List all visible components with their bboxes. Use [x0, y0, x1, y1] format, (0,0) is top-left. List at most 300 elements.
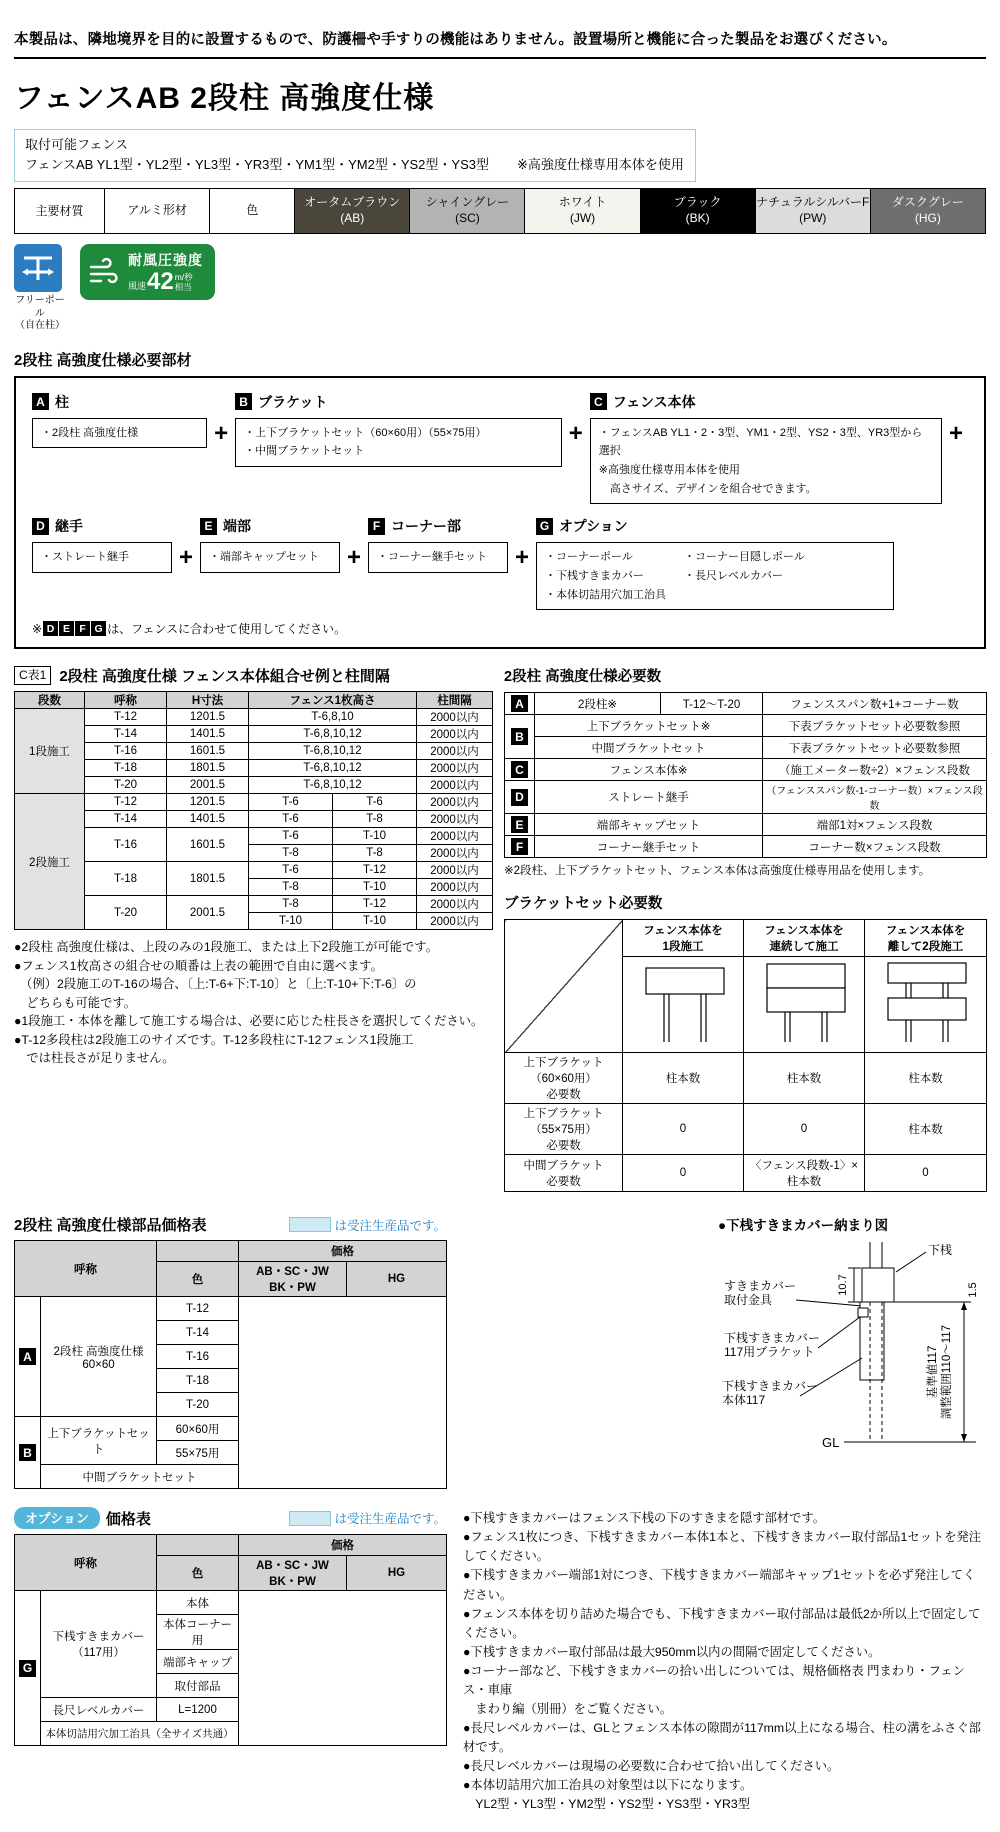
letter-badge-a: A	[511, 695, 528, 712]
cell: T-6,8,10	[249, 709, 417, 726]
price-col-line: BK・PW	[269, 1576, 316, 1589]
cell	[623, 920, 744, 957]
part-e-box	[200, 542, 340, 573]
cell: T-20	[85, 896, 167, 930]
fitting-label-line1: すきまカバー	[724, 1279, 797, 1294]
part-group-b	[235, 392, 562, 467]
cell: T-18	[85, 760, 167, 777]
letter-badge-f: F	[368, 518, 385, 535]
cell: 長尺レベルカバー	[41, 1698, 157, 1722]
cell: 1201.5	[167, 709, 249, 726]
color-swatch-HG	[870, 189, 985, 234]
cell: T-20	[85, 777, 167, 794]
freepole-badge	[14, 244, 66, 333]
cell: ストレート継手	[535, 781, 763, 814]
note-line: ●フェンス1枚高さの組合せの順番は上表の範囲で自由に選べます。	[14, 958, 383, 973]
cell: 端部1対×フェンス段数	[763, 814, 987, 836]
cell	[157, 1241, 239, 1262]
cell: 色	[157, 1556, 239, 1591]
cell	[15, 1297, 41, 1417]
part-item: 高さサイズ、デザインを組合せできます。	[598, 482, 817, 495]
cell: T-12	[333, 896, 417, 913]
col-header-line: フェンス本体を	[643, 925, 723, 938]
cell: 1201.5	[167, 794, 249, 811]
cell: 2001.5	[167, 777, 249, 794]
letter-badge-e: E	[59, 621, 74, 636]
page-title: フェンスAB 2段柱 高強度仕様	[14, 82, 435, 115]
row-label-line: 必要数	[546, 1140, 581, 1153]
letter-badge-d: D	[43, 621, 58, 636]
part-a-label	[32, 392, 207, 412]
cell: T-12	[157, 1297, 239, 1321]
part-d-box	[32, 542, 172, 573]
cell	[505, 1104, 623, 1155]
table-row	[15, 1297, 447, 1321]
part-item: ・端部キャップセット	[209, 551, 319, 564]
bracket-table	[504, 919, 987, 1192]
cell	[505, 759, 535, 781]
combo-notes	[14, 938, 492, 1067]
cell: T-6,8,10,12	[249, 726, 417, 743]
cell: 柱本数	[865, 1053, 987, 1104]
price-col-line: AB・SC・JW	[256, 1560, 329, 1573]
product-name-line: （117用）	[72, 1647, 125, 1660]
part-group-e	[200, 516, 340, 573]
compatible-models	[25, 155, 685, 175]
table-row	[505, 920, 987, 957]
plus-sign: +	[948, 419, 963, 447]
note-line: ●2段柱 高強度仕様は、上段のみの1段施工、または上下2段施工が可能です。	[14, 940, 438, 955]
cell: T-10	[333, 913, 417, 930]
cell: T-6,8,10,12	[249, 760, 417, 777]
wind-equiv: 相当	[174, 282, 192, 293]
cell	[41, 1591, 157, 1698]
color-swatch-BK	[640, 189, 755, 234]
note-line: ●1段施工・本体を離して施工する場合は、必要に応じた柱長さを選択してください。	[14, 1014, 484, 1029]
part-item: ・長尺レベルカバー	[684, 569, 784, 582]
cell: T-8	[249, 896, 333, 913]
cell: 0	[865, 1155, 987, 1192]
cell: T-16	[85, 828, 167, 862]
cell: 価格	[239, 1241, 447, 1262]
cell	[505, 814, 535, 836]
fence-separated-two-tier-diagram	[868, 958, 986, 1048]
price-area-empty	[239, 1297, 447, 1489]
part-g-label	[536, 516, 894, 536]
part-item: ・コーナーポール	[545, 551, 633, 564]
cell: 2000以内	[417, 794, 493, 811]
price-table-title: 2段柱 高強度仕様部品価格表	[14, 1217, 207, 1235]
col-header-line: 離して2段施工	[887, 941, 964, 954]
wind-resistance-badge	[80, 244, 215, 300]
part-b-title: ブラケット	[258, 393, 328, 410]
cell: L=1200	[157, 1698, 239, 1722]
required-heading: 2段柱 高強度仕様必要数	[504, 669, 662, 686]
cell	[239, 1556, 347, 1591]
cell: T-14	[157, 1321, 239, 1345]
cell: 価格	[239, 1535, 447, 1556]
color-swatch-PW	[755, 189, 870, 234]
part-item: ・下桟すきまカバー	[545, 569, 645, 582]
color-swatch-AB	[295, 189, 410, 234]
part-f-label	[368, 516, 508, 536]
cell	[744, 920, 865, 957]
note-line: ●フェンス本体を切り詰めた場合でも、下桟すきまカバー取付部品は最低2か所以上で固定してください。	[463, 1606, 981, 1640]
cell	[157, 1535, 239, 1556]
part-f-title: コーナー部	[391, 518, 462, 535]
table-row	[15, 760, 493, 777]
cell: T-10	[333, 879, 417, 896]
part-group-c	[590, 392, 942, 505]
table-tag: C表1	[14, 666, 51, 685]
part-item: ※高強度仕様専用本体を使用	[598, 463, 740, 476]
part-e-label	[200, 516, 340, 536]
table-row	[15, 709, 493, 726]
note-text: は、フェンスに合わせて使用してください。	[107, 622, 347, 637]
note-asterisk: ※	[32, 621, 43, 636]
row-label-line: （55×75用）	[530, 1124, 597, 1137]
cell: 下表ブラケットセット必要数参照	[763, 737, 987, 759]
table-row	[505, 759, 987, 781]
table-row	[15, 726, 493, 743]
cell	[505, 836, 535, 858]
part-c-title: フェンス本体	[612, 393, 696, 410]
cell: 取付部品	[157, 1674, 239, 1698]
cell	[865, 957, 987, 1053]
note-line: ●下桟すきまカバー取付部品は最大950mm以内の間隔で固定してください。	[463, 1644, 881, 1659]
product-name-line: 60×60	[82, 1358, 115, 1371]
option-notes	[463, 1507, 986, 1814]
feature-badges	[14, 244, 986, 333]
letter-badge-c: C	[590, 393, 607, 410]
letter-badge-e: E	[200, 518, 217, 535]
wind-title: 耐風圧強度	[128, 252, 203, 268]
note-line: ●長尺レベルカバーは、GLとフェンス本体の隙間が117mm以上になる場合、柱の溝をふさぐ部材です。	[463, 1720, 981, 1754]
option-price-heading-row	[14, 1507, 446, 1529]
material-label-cell: 主要材質	[15, 189, 105, 234]
cell: 2000以内	[417, 743, 493, 760]
cell	[505, 693, 535, 715]
cell: 端部キャップ	[157, 1650, 239, 1674]
letter-badge-f: F	[75, 621, 90, 636]
compatible-heading: 取付可能フェンス	[25, 137, 128, 152]
made-to-order-legend	[289, 1509, 446, 1527]
cell: T-14	[85, 726, 167, 743]
table-row	[15, 828, 493, 845]
cover-body-label-line2: 本体117	[722, 1393, 766, 1408]
legend-text: は受注生産品です。	[334, 1512, 446, 1527]
wind-speed-label: 風速	[128, 281, 147, 291]
color-code: (PW)	[799, 211, 827, 225]
cell: 段数	[15, 692, 85, 709]
cell	[505, 1155, 623, 1192]
adjust-range-label: 調整範囲110～117	[941, 1325, 953, 1420]
part-d-title: 継手	[55, 518, 83, 535]
cell: 本体切詰用穴加工治具（全サイズ共通）	[41, 1722, 239, 1746]
color-code: (BK)	[685, 211, 710, 225]
cell: T-6	[249, 794, 333, 811]
part-group-d	[32, 516, 172, 573]
cell: 色	[157, 1262, 239, 1297]
cell	[744, 957, 865, 1053]
table-row	[15, 896, 493, 913]
part-a-title: 柱	[55, 393, 69, 410]
part-item: ・本体切詰用穴加工治具	[545, 588, 667, 601]
part-item: ・コーナー継手セット	[377, 551, 488, 564]
parts-row-1	[32, 392, 970, 505]
letter-badge-c: C	[511, 761, 528, 778]
cell: 60×60用	[157, 1417, 239, 1441]
color-code: (SC)	[455, 211, 480, 225]
color-name: シャイングレー	[425, 195, 510, 210]
combo-table-heading	[14, 665, 492, 686]
table-row	[505, 737, 987, 759]
dim-1-5: 1.5	[967, 1282, 979, 1298]
required-note: ※2段柱、上下ブラケットセット、フェンス本体は高強度仕様専用品を使用します。	[504, 865, 931, 878]
diagram-title: ●下桟すきまカバー納まり図	[718, 1218, 889, 1234]
cell: T-6	[249, 828, 333, 845]
product-name-line: 2段柱 高強度仕様	[53, 1345, 144, 1358]
part-group-a	[32, 392, 207, 449]
option-price-title: 価格表	[105, 1510, 151, 1528]
cell: （フェンススパン数-1-コーナー数）×フェンス段数	[763, 781, 987, 814]
fence-continuous-diagram	[747, 958, 865, 1048]
option-col-1	[545, 548, 666, 604]
material-value-cell: アルミ形材	[105, 189, 210, 234]
part-g-title: オプション	[559, 518, 628, 535]
part-f-box	[368, 542, 508, 573]
table-row	[505, 1104, 987, 1155]
cell: T-8	[249, 879, 333, 896]
parts-row-2	[32, 516, 970, 610]
parts-box	[14, 376, 986, 650]
parts-note	[32, 620, 970, 637]
cell: HG	[347, 1262, 447, 1297]
cell: 2段柱※	[535, 693, 661, 715]
part-item: ・ストレート継手	[41, 551, 129, 564]
cell: 1801.5	[167, 862, 249, 896]
cell: H寸法	[167, 692, 249, 709]
legend-swatch	[289, 1217, 331, 1232]
part-group-g	[536, 516, 894, 610]
cell: 本体コーナー用	[157, 1615, 239, 1650]
cell: 端部キャップセット	[535, 814, 763, 836]
note-line: ●下桟すきまカバーはフェンス下桟の下のすきまを隠す部材です。	[463, 1511, 826, 1526]
cell: 2000以内	[417, 709, 493, 726]
cell: T-8	[333, 811, 417, 828]
cell: T-16	[85, 743, 167, 760]
letter-badge-b: B	[19, 1444, 36, 1461]
wind-speed-value: 42	[147, 268, 174, 295]
gap-cover-diagram-block	[718, 1214, 986, 1459]
letter-badge-d: D	[32, 518, 49, 535]
cover-body-label-line1: 下桟すきまカバー	[722, 1379, 819, 1394]
cell: 2000以内	[417, 862, 493, 879]
product-name-line: 下桟すきまカバー	[52, 1631, 145, 1644]
page	[0, 26, 1000, 1832]
fitting-label-line2: 取付金具	[724, 1293, 773, 1308]
cell: T-10	[333, 828, 417, 845]
cell: 0	[623, 1104, 744, 1155]
plus-sign: +	[347, 544, 362, 572]
cell: T-12	[85, 794, 167, 811]
cell: HG	[347, 1556, 447, 1591]
price-col-line: AB・SC・JW	[256, 1266, 329, 1279]
letter-badge-a: A	[19, 1348, 36, 1365]
cell: 下表ブラケットセット必要数参照	[763, 715, 987, 737]
parts-section-heading: 2段柱 高強度仕様必要部材	[14, 351, 192, 369]
part-a-box	[32, 418, 207, 449]
cell: T-14	[85, 811, 167, 828]
letter-badge-b: B	[511, 728, 528, 745]
letter-badge-g: G	[536, 518, 553, 535]
cell: 2段施工	[15, 794, 85, 930]
row-label-line: 上下ブラケット	[523, 1108, 604, 1121]
combo-table	[14, 691, 493, 930]
part-g-box	[536, 542, 894, 610]
part-e-title: 端部	[223, 518, 252, 535]
made-to-order-legend	[289, 1216, 446, 1234]
row-label-line: 必要数	[546, 1089, 581, 1102]
cell: コーナー継手セット	[535, 836, 763, 858]
letter-badge-g: G	[19, 1660, 36, 1677]
table-row	[15, 189, 986, 234]
fence-single-tier-diagram	[626, 958, 744, 1048]
part-item: ・2段柱 高強度仕様	[41, 426, 139, 439]
plus-sign: +	[568, 419, 583, 447]
plus-sign: +	[179, 544, 194, 572]
plus-sign: +	[515, 544, 530, 572]
dim-10-7: 10.7	[837, 1274, 849, 1297]
table-row	[15, 794, 493, 811]
cell	[623, 957, 744, 1053]
table-row	[505, 814, 987, 836]
option-col-2	[684, 548, 805, 604]
cell: 1601.5	[167, 743, 249, 760]
cell: 2000以内	[417, 845, 493, 862]
bracket-label-line1: 下桟すきまカバー	[724, 1331, 821, 1346]
cell: 1段施工	[15, 709, 85, 794]
compatible-note: ※高強度仕様専用本体を使用	[516, 156, 684, 172]
note-line: YL2型・YL3型・YM2型・YS2型・YS3型・YR3型	[463, 1797, 751, 1812]
option-columns	[545, 548, 885, 604]
required-column	[504, 665, 986, 1192]
letter-badge-a: A	[32, 393, 49, 410]
note-line: ●T-12多段柱は2段施工のサイズです。T-12多段柱にT-12フェンス1段施工	[14, 1032, 414, 1047]
note-line: ●フェンス1枚につき、下桟すきまカバー本体1本と、下桟すきまカバー取付部品1セットを発注してください。	[463, 1530, 982, 1564]
cell	[505, 781, 535, 814]
cell: 2000以内	[417, 828, 493, 845]
cell: 柱間隔	[417, 692, 493, 709]
compatible-models-text: フェンスAB YL1型・YL2型・YL3型・YR3型・YM1型・YM2型・YS2型・YS3型	[25, 156, 489, 172]
table-row	[505, 693, 987, 715]
cell	[15, 1417, 41, 1489]
bracket-label-line2: 117用ブラケット	[724, 1345, 815, 1360]
table-row	[505, 781, 987, 814]
letter-badge-f: F	[511, 838, 528, 855]
part-item: ・コーナー目隠しポール	[684, 551, 805, 564]
cell: 柱本数	[623, 1053, 744, 1104]
note-line: （例）2段施工のT-16の場合、〔上:T-6+下:T-10〕と〔上:T-10+下:T-6〕の	[14, 977, 417, 992]
cell: 55×75用	[157, 1441, 239, 1465]
cell: T-6	[249, 862, 333, 879]
cell: T-6	[333, 794, 417, 811]
col-header-line: フェンス本体を	[764, 925, 844, 938]
cell: 呼称	[15, 1241, 157, 1297]
part-c-label	[590, 392, 942, 412]
cell: 2000以内	[417, 777, 493, 794]
part-c-box	[590, 418, 942, 505]
freepole-caption: フリーポール	[15, 295, 65, 319]
row-label-line: 上下ブラケット	[523, 1057, 604, 1070]
cell	[505, 1053, 623, 1104]
table-row	[15, 743, 493, 760]
table-row	[15, 777, 493, 794]
note-line: ●長尺レベルカバーは現場の必要数に合わせて拾い出してください。	[463, 1758, 840, 1773]
base-value-label: 基準値117	[927, 1345, 939, 1399]
color-label-cell: 色	[210, 189, 295, 234]
cell: 中間ブラケットセット	[41, 1465, 239, 1489]
note-line: ●本体切詰用穴加工治具の対象型は以下になります。	[463, 1777, 753, 1792]
note-line: まわり編（別冊）をご覧ください。	[463, 1701, 673, 1716]
cell: 2000以内	[417, 879, 493, 896]
table-row	[15, 1535, 447, 1556]
part-item: ・フェンスAB YL1・2・3型、YM1・2型、YS2・3型、YR3型から選択	[598, 426, 923, 458]
notice-banner: 本製品は、隣地境界を目的に設置するもので、防護柵や手すりの機能はありません。設置場所と機能に合った製品をお選びください。	[14, 26, 986, 59]
cell: 上下ブラケットセット※	[535, 715, 763, 737]
diagonal-cell	[505, 920, 623, 1053]
cell: T-8	[249, 845, 333, 862]
table-row	[505, 836, 987, 858]
cell: フェンス1枚高さ	[249, 692, 417, 709]
note-line: どちらも可能です。	[14, 995, 136, 1010]
table-row	[15, 862, 493, 879]
table-row	[15, 811, 493, 828]
price-area-empty	[239, 1591, 447, 1746]
gap-cover-fit-diagram	[718, 1238, 982, 1456]
cell: （施工メーター数÷2）×フェンス段数	[763, 759, 987, 781]
cell: 上下ブラケットセット	[41, 1417, 157, 1465]
cell: 〈フェンス段数-1〉×柱本数	[744, 1155, 865, 1192]
wind-unit: m/秒	[174, 272, 193, 283]
cell: T-6,8,10,12	[249, 777, 417, 794]
cell: 本体	[157, 1591, 239, 1615]
letter-badge-g: G	[91, 621, 106, 636]
color-name: ホワイト	[558, 195, 607, 210]
letter-badge-b: B	[235, 393, 252, 410]
color-name: ブラック	[673, 195, 722, 210]
wind-text	[128, 250, 203, 294]
cell	[865, 920, 987, 957]
cell: 0	[744, 1104, 865, 1155]
cell: フェンス本体※	[535, 759, 763, 781]
wind-units	[175, 273, 193, 293]
part-b-label	[235, 392, 562, 412]
cell: 柱本数	[744, 1053, 865, 1104]
combo-table-title: 2段柱 高強度仕様 フェンス本体組合せ例と柱間隔	[59, 668, 390, 686]
part-item: ・上下ブラケットセット（60×60用）（55×75用）	[244, 426, 487, 439]
cell: T-20	[157, 1393, 239, 1417]
cell	[15, 1591, 41, 1746]
col-header-line: 1段施工	[662, 941, 704, 954]
cell: 呼称	[15, 1535, 157, 1591]
cell: T-10	[249, 913, 333, 930]
letter-badge-e: E	[511, 816, 528, 833]
combo-column	[14, 665, 492, 1067]
color-code: (AB)	[340, 211, 365, 225]
part-d-label	[32, 516, 172, 536]
table-row	[15, 1241, 447, 1262]
